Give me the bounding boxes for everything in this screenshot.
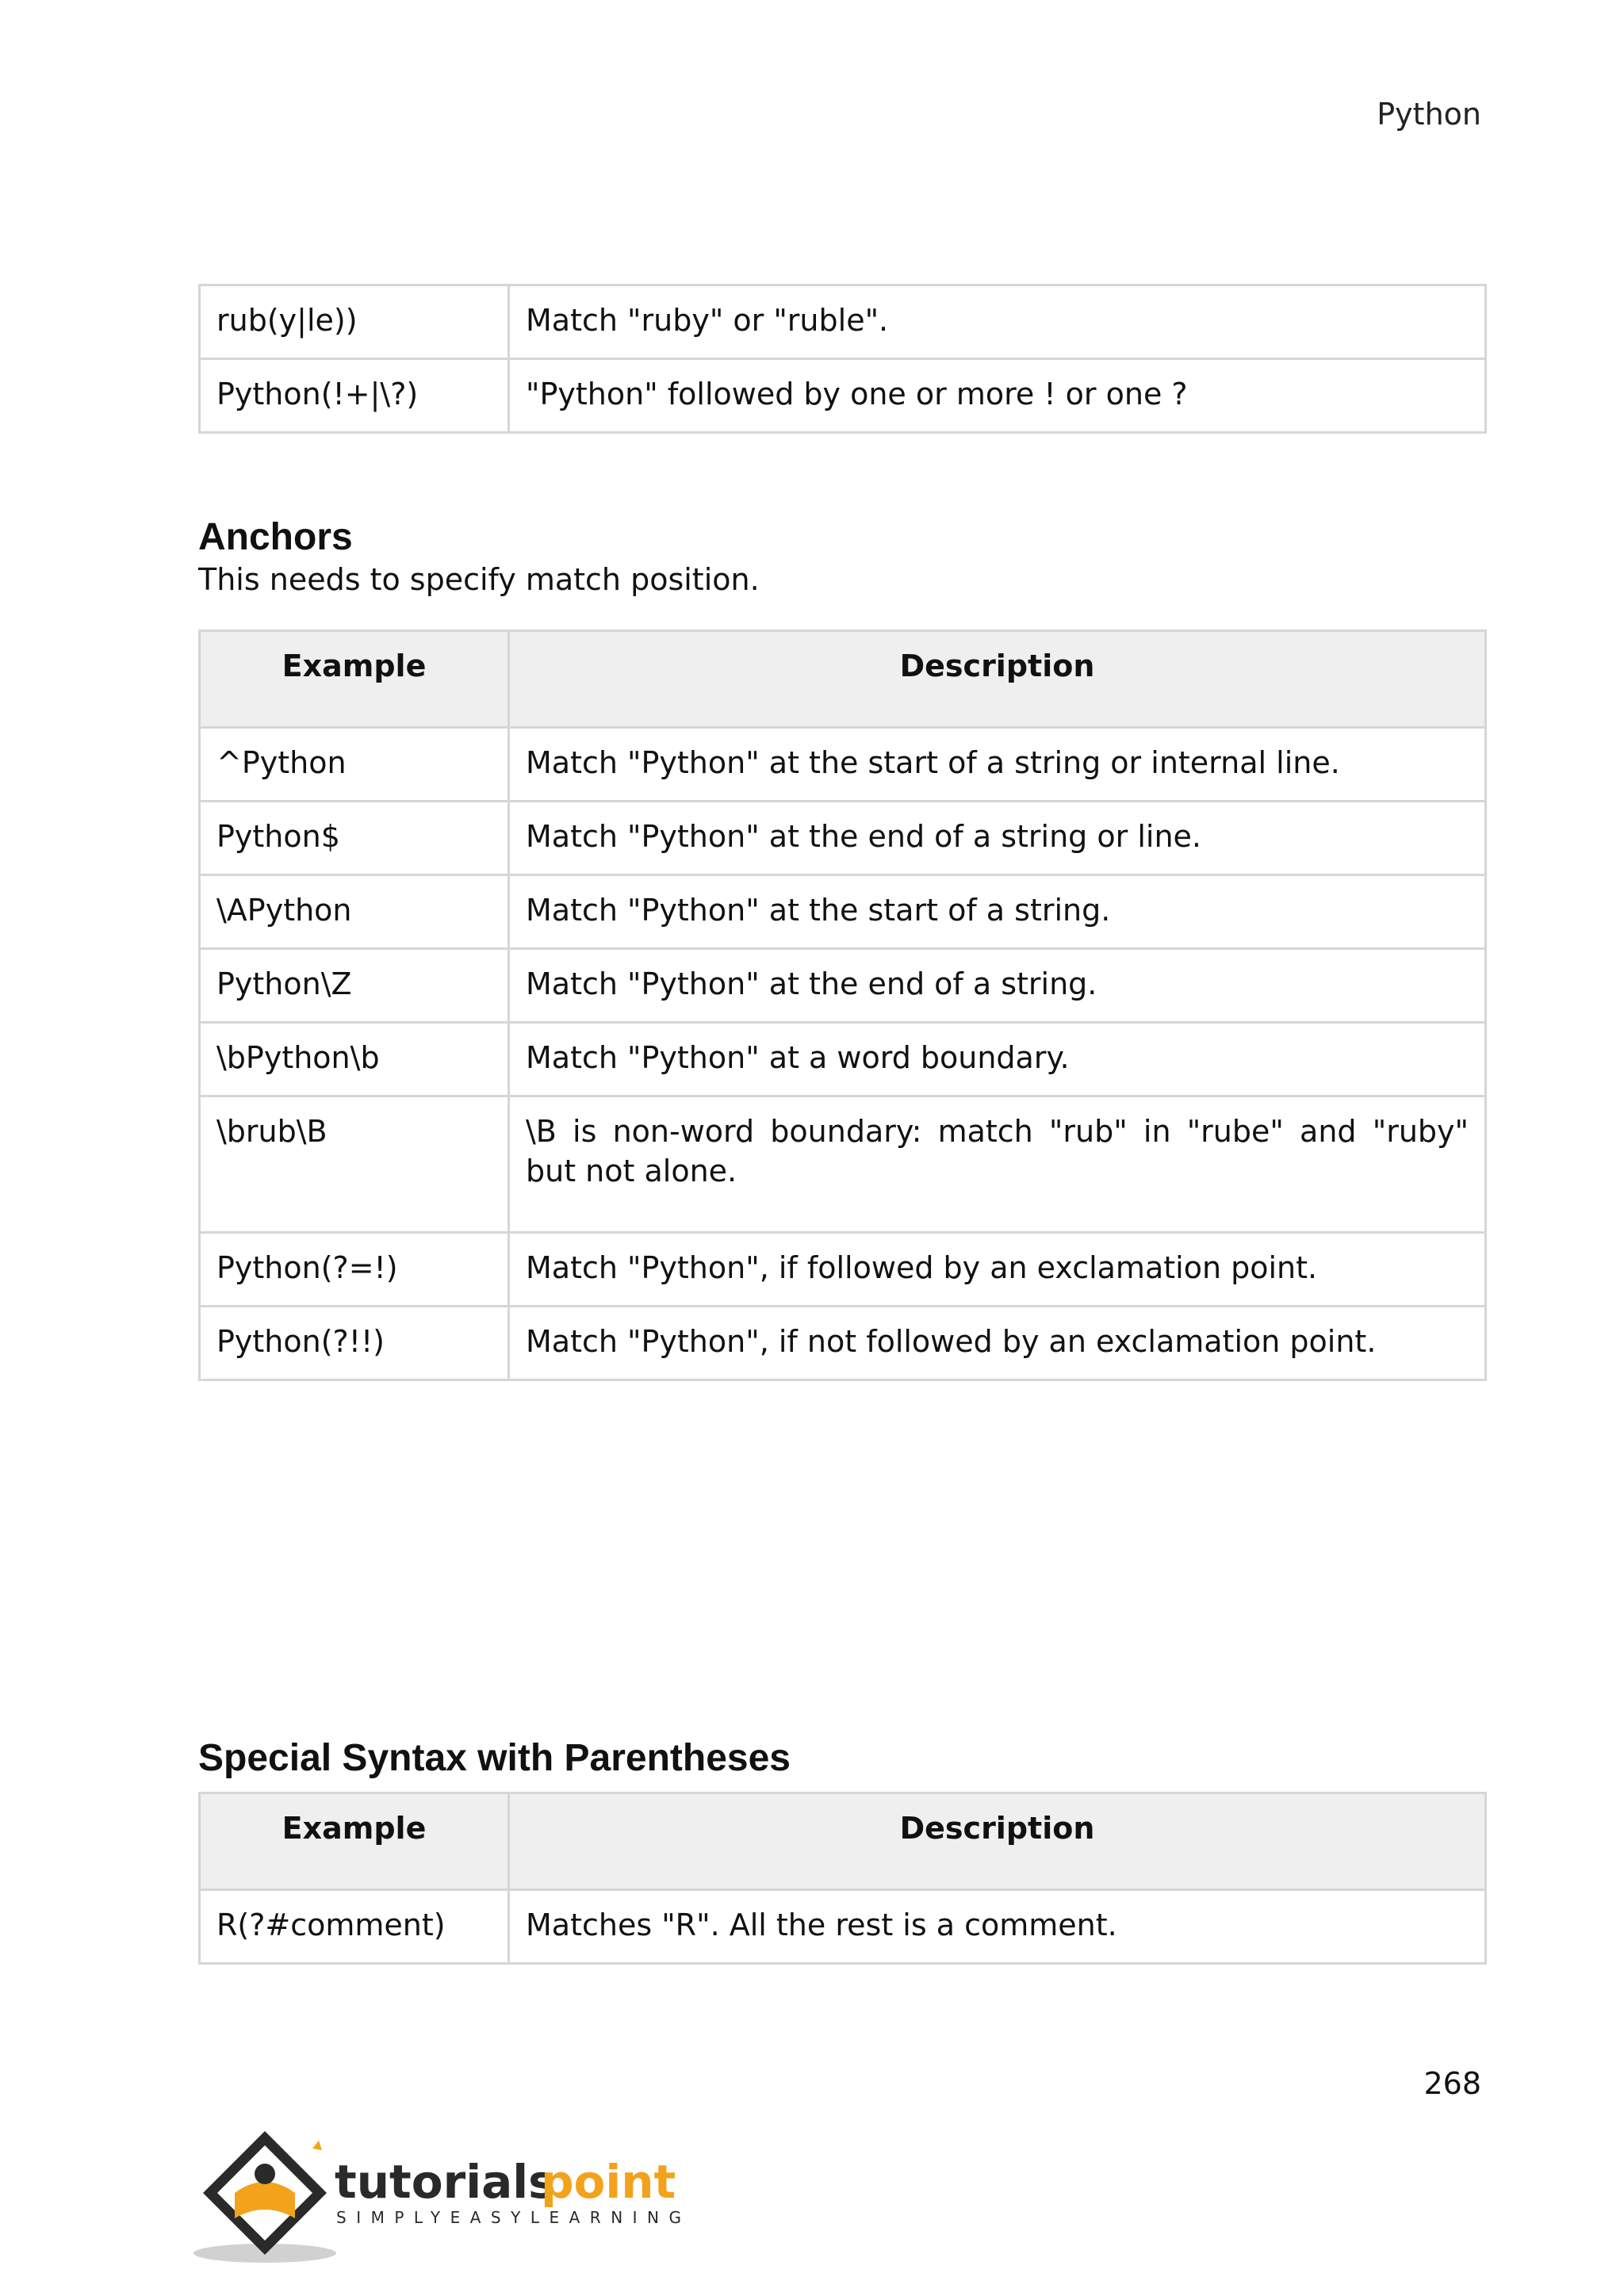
description-cell: Match "Python" at the end of a string. <box>509 949 1486 1023</box>
table-row <box>200 1307 1486 1380</box>
description-cell: Match "Python" at the start of a string. <box>509 875 1486 949</box>
anchors-section <box>198 515 1484 599</box>
top-table <box>198 284 1487 434</box>
page-number: 268 <box>1423 2066 1481 2101</box>
anchors-intro: This needs to specify match position. <box>198 562 760 597</box>
table-row <box>200 1023 1486 1096</box>
example-cell: Python(?!!) <box>200 1307 509 1380</box>
reader-head-icon <box>255 2164 275 2184</box>
special-syntax-section <box>198 1736 1484 1781</box>
table-row <box>200 949 1486 1023</box>
running-header: Python <box>1377 97 1481 132</box>
example-cell: Python$ <box>200 802 509 875</box>
anchors-heading: Anchors <box>198 516 353 558</box>
description-cell: "Python" followed by one or more ! or one ? <box>509 359 1486 433</box>
anchors-table-container <box>198 629 1484 1381</box>
example-cell: R(?#comment) <box>200 1890 509 1964</box>
tutorialspoint-logo <box>193 2125 701 2267</box>
column-header-example: Example <box>200 631 509 728</box>
description-cell: \B is non-word boundary: match "rub" in "rube" and "ruby" but not alone. <box>509 1096 1486 1233</box>
column-header-description: Description <box>509 1793 1486 1890</box>
description-cell: Match "Python" at the end of a string or line. <box>509 802 1486 875</box>
special-table-container <box>198 1792 1484 1965</box>
example-cell: \APython <box>200 875 509 949</box>
description-cell: Matches "R". All the rest is a comment. <box>509 1890 1486 1964</box>
table-row <box>200 802 1486 875</box>
example-cell: Python(?=!) <box>200 1233 509 1307</box>
table-header-row <box>200 1793 1486 1890</box>
table-header-row <box>200 631 1486 728</box>
example-cell: Python(!+|\?) <box>200 359 509 433</box>
sparkle-icon <box>312 2141 322 2150</box>
example-cell: ^Python <box>200 728 509 802</box>
table-row <box>200 875 1486 949</box>
table-row <box>200 1233 1486 1307</box>
description-cell: Match "ruby" or "ruble". <box>509 285 1486 359</box>
table-row <box>200 728 1486 802</box>
table-row <box>200 285 1486 359</box>
special-syntax-table <box>198 1792 1487 1965</box>
example-cell: rub(y|le)) <box>200 285 509 359</box>
logo-wordmark-tutorials: tutorials <box>335 2155 556 2209</box>
table-row <box>200 1096 1486 1233</box>
special-syntax-heading: Special Syntax with Parentheses <box>198 1737 791 1779</box>
table-row <box>200 1890 1486 1964</box>
logo-tagline: SIMPLYEASYLEARNING <box>336 2208 691 2227</box>
example-cell: Python\Z <box>200 949 509 1023</box>
column-header-example: Example <box>200 1793 509 1890</box>
top-table-container <box>198 284 1484 434</box>
description-cell: Match "Python" at the start of a string or internal line. <box>509 728 1486 802</box>
example-cell: \bPython\b <box>200 1023 509 1096</box>
example-cell: \brub\B <box>200 1096 509 1233</box>
table-row <box>200 359 1486 433</box>
anchors-table <box>198 629 1487 1381</box>
description-cell: Match "Python", if not followed by an exclamation point. <box>509 1307 1486 1380</box>
column-header-description: Description <box>509 631 1486 728</box>
description-cell: Match "Python" at a word boundary. <box>509 1023 1486 1096</box>
description-cell: Match "Python", if followed by an exclamation point. <box>509 1233 1486 1307</box>
logo-wordmark-point: point <box>541 2155 676 2209</box>
